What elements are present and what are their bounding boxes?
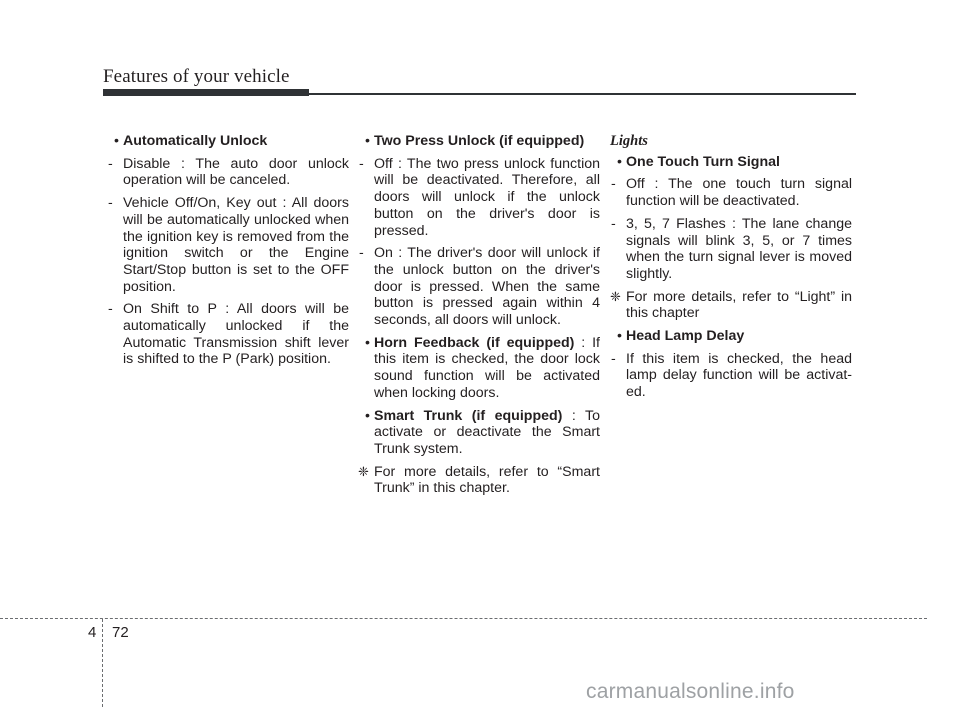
footer-dashed-rule xyxy=(0,618,927,619)
one-touch-heading: • One Touch Turn Signal xyxy=(610,154,852,171)
light-note-text: For more details, refer to “Light” in this chapter xyxy=(626,288,852,322)
smart-trunk-text: : To activate or deactivate the Smart Trunk system. xyxy=(374,407,600,457)
note-mark-icon: ❈ xyxy=(610,288,621,304)
one-touch-item-flashes: - 3, 5, 7 Flashes : The lane change signals will blink 3, 5, or 7 times when the turn signal lever is moved slightly. xyxy=(610,216,852,283)
horn-feedback-entry xyxy=(358,335,600,402)
page-header-title: Features of your vehicle xyxy=(103,66,290,87)
smart-trunk-entry xyxy=(358,408,600,458)
header-rule-thick xyxy=(103,89,309,96)
auto-unlock-item-shift-p: - On Shift to P : All doors will be automatically unlocked if the Automatic Transmission shift lever is shifted to the P (Park) position. xyxy=(107,301,349,368)
auto-unlock-heading: • Automatically Unlock xyxy=(107,133,349,150)
head-lamp-item: - If this item is checked, the head lamp delay function will be activat-ed. xyxy=(610,351,852,401)
lights-section-title: Lights xyxy=(610,133,648,149)
two-press-item-on: - On : The driver's door will unlock if the unlock button on the driver's door is pressed. When the same button is pressed again within 4 seconds, all doors will unlock. xyxy=(358,245,600,329)
column-3 xyxy=(610,133,852,407)
note-mark-icon: ❈ xyxy=(358,463,369,479)
page-number: 72 xyxy=(112,624,129,641)
two-press-item-off: - Off : The two press unlock function will be deactivated. Therefore, all doors will unlock if the unlock button on the driver's door is pressed. xyxy=(358,156,600,240)
watermark-text: carmanualsonline.info xyxy=(586,680,795,703)
chapter-number: 4 xyxy=(88,624,97,641)
light-note xyxy=(610,289,852,322)
smart-trunk-heading: Smart Trunk (if equipped) xyxy=(374,407,563,424)
horn-feedback-text: : If this item is checked, the door lock sound function will be activated when locking doors. xyxy=(374,334,600,401)
auto-unlock-item-key-out: - Vehicle Off/On, Key out : All doors will be automatically unlocked when the ignition key is removed from the ignition switch or the Engine Start/Stop button is set to the OFF position. xyxy=(107,195,349,295)
head-lamp-heading: • Head Lamp Delay xyxy=(610,328,852,345)
horn-feedback-heading: Horn Feedback (if equipped) xyxy=(374,334,575,351)
smart-trunk-note-text: For more details, refer to “Smart Trunk” in this chapter. xyxy=(374,463,600,497)
column-2 xyxy=(358,133,600,503)
smart-trunk-note xyxy=(358,464,600,497)
one-touch-item-off: - Off : The one touch turn signal function will be deactivated. xyxy=(610,176,852,209)
auto-unlock-item-disable: - Disable : The auto door unlock operation will be canceled. xyxy=(107,156,349,189)
footer-dashed-divider xyxy=(102,619,103,707)
header-rule-thin xyxy=(309,93,856,95)
column-1 xyxy=(107,133,349,374)
two-press-heading: • Two Press Unlock (if equipped) xyxy=(358,133,600,150)
